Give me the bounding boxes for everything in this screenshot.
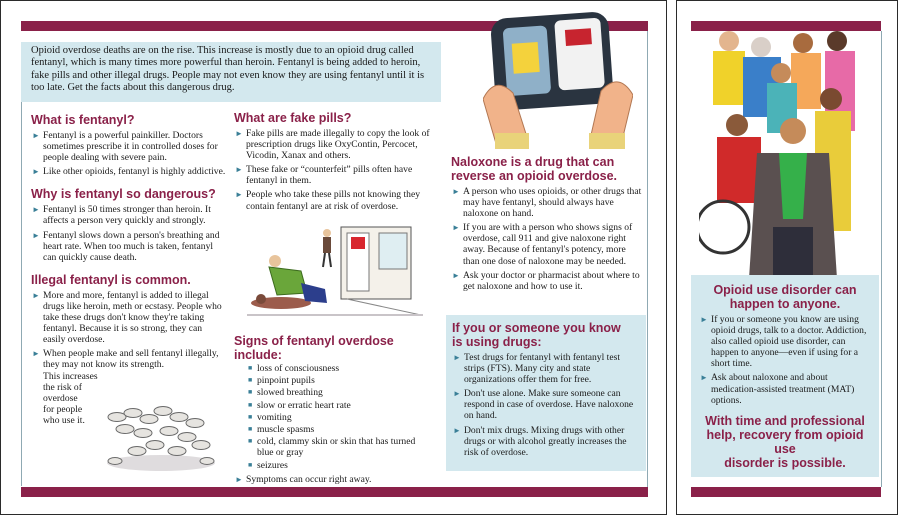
naloxone-heading: Naloxone is a drug that can reverse an opioid overdose. — [451, 155, 618, 183]
what-is-fentanyl-list — [31, 130, 226, 177]
square-bullet-icon: ■ — [248, 412, 253, 421]
column-2 — [234, 111, 434, 212]
triangle-bullet-icon: ► — [453, 389, 461, 399]
list-item: ► Ask your doctor or pharmacist about where to get naloxone and how to use it. — [452, 269, 640, 292]
triangle-bullet-icon: ► — [452, 223, 460, 233]
left-divider-line — [21, 42, 22, 486]
square-bullet-icon: ■ — [248, 460, 253, 469]
triangle-bullet-icon: ► — [235, 165, 243, 175]
illegal-fentanyl-list — [31, 290, 226, 371]
naloxone-list — [451, 186, 643, 292]
list-item: ■ slowed breathing — [248, 387, 323, 399]
list-item: ► Ask about naloxone and about medication-assisted treatment (MAT) options. — [700, 372, 855, 406]
triangle-bullet-icon: ► — [32, 131, 40, 140]
list-item: ► These fake or “counterfeit” pills often have fentanyl in them. — [235, 164, 413, 187]
triangle-bullet-icon: ► — [453, 353, 461, 362]
triangle-bullet-icon: ► — [235, 190, 243, 200]
overdose-scene-illustration — [247, 223, 423, 319]
list-item: ► Don't mix drugs. Mixing drugs with other drugs or with alcohol greatly increases the risk of overdose. — [453, 424, 627, 458]
list-item: ■ seizures — [248, 459, 288, 471]
triangle-bullet-icon: ► — [453, 425, 461, 435]
triangle-bullet-icon: ► — [32, 205, 40, 215]
triangle-bullet-icon: ► — [32, 349, 40, 359]
triangle-bullet-icon: ► — [452, 187, 460, 196]
square-bullet-icon: ■ — [248, 364, 253, 372]
list-item: ■ loss of consciousness — [248, 363, 340, 374]
recovery-message: With time and professional help, recovery from opioid use disorder is possible. — [705, 413, 865, 470]
list-item: ■ vomiting — [248, 411, 292, 423]
list-item: ► Fake pills are made illegally to copy the look of prescription drugs like OxyContin, Percocet, Vicodin, Xanax and others. — [235, 128, 430, 162]
list-item: ► If you or someone you know are using opioid drugs, talk to a doctor. Addiction, also called opioid use disorder, can happen to anyone—even if using for a short time. — [700, 314, 867, 370]
signs-heading: Signs of fentanyl overdose include: — [234, 334, 394, 362]
list-item: ► Test drugs for fentanyl with fentanyl test strips (FTS). Many city and state organizations offer them for free. — [453, 352, 620, 386]
right-divider-line — [881, 31, 882, 487]
bottom-accent-bar — [691, 487, 881, 497]
fake-pills-heading: What are fake pills? — [234, 111, 352, 125]
list-item: ► Fentanyl is 50 times stronger than heroin. It affects a person very quickly and strongly. — [32, 204, 211, 227]
square-bullet-icon: ■ — [248, 376, 253, 385]
square-bullet-icon: ■ — [248, 388, 253, 397]
list-item: ■ pinpoint pupils — [248, 375, 315, 387]
list-item: ► When people make and sell fentanyl illegally, they may not know its strength. — [32, 348, 219, 371]
what-is-fentanyl-heading: What is fentanyl? — [31, 113, 135, 127]
brochure-back-panel — [676, 0, 898, 515]
list-item: ► Fentanyl slows down a person's breathing and heart rate. When too much is taken, fentanyl can quickly cause death. — [32, 229, 220, 263]
people-group-illustration — [699, 27, 879, 279]
list-item: ► A person who uses opioids, or other drugs that may have fentanyl, should always have naloxone on hand. — [452, 186, 642, 220]
list-item: ► Don't use alone. Make sure someone can respond in case of overdose. Have naloxone on hand. — [453, 388, 634, 422]
signs-list — [248, 363, 434, 471]
opioid-use-disorder-heading: Opioid use disorder can happen to anyone. — [713, 283, 857, 311]
using-drugs-list — [452, 352, 640, 458]
opioid-use-disorder-box — [691, 275, 879, 477]
fake-pills-list — [234, 128, 434, 212]
naloxone-kit-illustration — [483, 11, 633, 149]
triangle-bullet-icon: ► — [32, 167, 40, 177]
intro-text: Opioid overdose deaths are on the rise. This increase is mostly due to an opioid drug called fentanyl, which is many times more powerful than heroin. Fentanyl is being added to heroin, fake pills and other illegal drugs. People may not even know they are using fentanyl until it is too late. Get the facts about this dangerous drug. — [21, 42, 441, 102]
triangle-bullet-icon: ► — [235, 474, 243, 484]
list-item: ■ cold, clammy skin or skin that has turned blue or gray — [248, 436, 416, 459]
triangle-bullet-icon: ► — [700, 315, 708, 324]
list-item: ► Like other opioids, fentanyl is highly addictive. — [32, 166, 226, 178]
naloxone-section — [451, 155, 643, 292]
triangle-bullet-icon: ► — [32, 230, 40, 240]
list-item: ■ slow or erratic heart rate — [248, 399, 351, 411]
column-1 — [31, 113, 226, 426]
square-bullet-icon: ■ — [248, 425, 253, 434]
list-item: ► Symptoms can occur right away. — [235, 473, 372, 485]
list-item: ► If you are with a person who shows signs of overdose, call 911 and give naloxone right away. Because of fentanyl's potency, more than one dose of naloxone may be needed. — [452, 222, 633, 267]
triangle-bullet-icon: ► — [700, 373, 708, 383]
using-drugs-heading: If you or someone you know is using drugs: — [452, 321, 621, 349]
right-divider-line — [647, 31, 648, 487]
opioid-use-disorder-list — [699, 314, 871, 406]
triangle-bullet-icon: ► — [452, 270, 460, 280]
illegal-fentanyl-heading: Illegal fentanyl is common. — [31, 272, 191, 287]
list-item: ► More and more, fentanyl is added to illegal drugs like heroin, meth or ecstasy. People who take these drugs don't know they're taking fentanyl. Because it is so strong, they can easily overdose. — [32, 289, 222, 346]
why-dangerous-heading: Why is fentanyl so dangerous? — [31, 187, 216, 202]
pills-illustration — [97, 399, 221, 473]
signs-section — [234, 334, 434, 485]
using-drugs-box — [446, 315, 646, 471]
list-item: ► Fentanyl is a powerful painkiller. Doctors sometimes prescribe it in controlled doses for people dealing with severe pain. — [32, 130, 218, 164]
triangle-bullet-icon: ► — [235, 129, 243, 138]
list-item: ► People who take these pills not knowing they contain fentanyl are at risk of overdose. — [235, 189, 420, 212]
square-bullet-icon: ■ — [248, 400, 253, 409]
list-item: ■ muscle spasms — [248, 424, 315, 436]
why-dangerous-list — [31, 204, 226, 262]
illegal-fentanyl-tail: This increases the risk of overdose for people who use it. — [43, 370, 98, 426]
triangle-bullet-icon: ► — [32, 290, 40, 300]
bottom-accent-bar — [21, 487, 648, 497]
square-bullet-icon: ■ — [248, 437, 253, 446]
signs-footer-list — [234, 474, 434, 485]
